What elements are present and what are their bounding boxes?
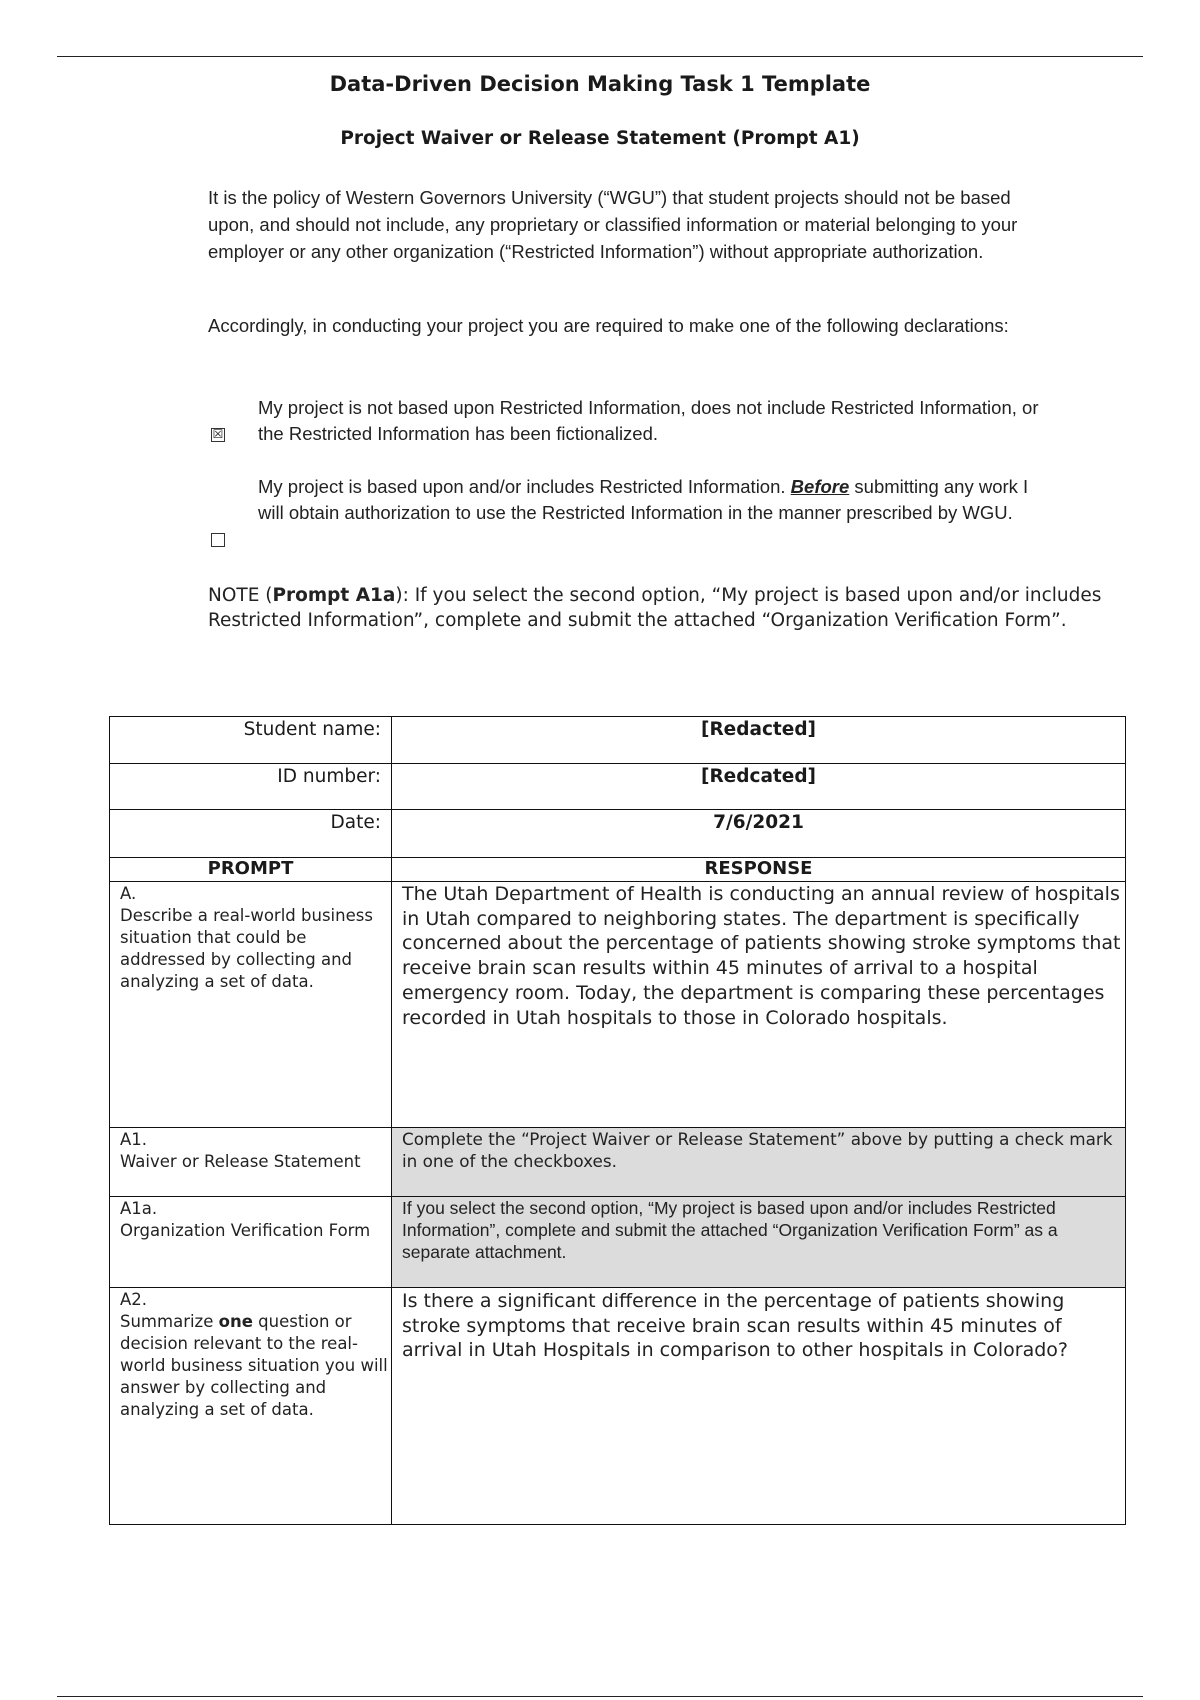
option2-text-before: My project is based upon and/or includes Restricted Information. bbox=[258, 476, 786, 497]
prompt-a1-text: Waiver or Release Statement bbox=[120, 1152, 361, 1171]
header-row bbox=[110, 858, 1126, 882]
id-number-label: ID number: bbox=[110, 764, 392, 810]
date-value: 7/6/2021 bbox=[392, 810, 1126, 858]
prompt-row-a2 bbox=[110, 1288, 1126, 1525]
prompt-row-a1a bbox=[110, 1197, 1126, 1288]
prompt-a2-text-before: Summarize bbox=[120, 1312, 214, 1331]
id-number-row bbox=[110, 764, 1126, 810]
student-name-label: Student name: bbox=[110, 717, 392, 764]
option2-text-after: submitting any work I will obtain authorization to use the Restricted Information in the manner prescribed by WGU. bbox=[258, 476, 1029, 523]
note-paragraph bbox=[208, 584, 1138, 633]
prompt-a-text: Describe a real-world business situation that could be addressed by collecting and analyzing a set of data. bbox=[120, 906, 373, 991]
top-rule bbox=[57, 56, 1143, 57]
prompt-a-cell bbox=[110, 882, 392, 1128]
prompt-a1a-cell bbox=[110, 1197, 392, 1288]
prompt-a2-cell bbox=[110, 1288, 392, 1525]
student-name-value: [Redacted] bbox=[392, 717, 1126, 764]
prompt-a2-text-bold: one bbox=[218, 1312, 253, 1331]
prompt-a2-text-after: question or decision relevant to the real-world business situation you will answer by collecting and analyzing a set of data. bbox=[120, 1312, 388, 1419]
response-a: The Utah Department of Health is conducting an annual review of hospitals in Utah compared to neighboring states. The department is specifically concerned about the percentage of patients showing stroke symptoms that receive brain scan results within 45 minutes of arrival to a hospital emergency room. Today, the department is comparing these percentages recorded in Utah hospitals to those in Colorado hospitals. bbox=[392, 882, 1126, 1128]
prompt-a1a-text: Organization Verification Form bbox=[120, 1221, 371, 1240]
prompt-a1-id: A1. bbox=[120, 1130, 148, 1149]
response-a2: Is there a significant difference in the percentage of patients showing stroke symptoms that receive brain scan results within 45 minutes of arrival in Utah Hospitals in comparison to other hospitals in Colorado? bbox=[392, 1288, 1126, 1525]
prompt-a-id: A. bbox=[120, 884, 137, 903]
date-label: Date: bbox=[110, 810, 392, 858]
document-title: Data-Driven Decision Making Task 1 Template bbox=[329, 72, 871, 96]
prompt-a1-cell bbox=[110, 1128, 392, 1197]
option1-checkbox[interactable]: ☒ bbox=[212, 427, 224, 441]
option2-text bbox=[258, 474, 1058, 525]
option2-checkbox[interactable] bbox=[211, 533, 225, 547]
note-bold: Prompt A1a bbox=[272, 585, 396, 606]
prompt-a1a-id: A1a. bbox=[120, 1199, 158, 1218]
prompt-row-a bbox=[110, 882, 1126, 1128]
prompt-a2-text bbox=[120, 1311, 391, 1421]
option2-emphasis: Before bbox=[790, 476, 850, 497]
document-subtitle: Project Waiver or Release Statement (Prompt A1) bbox=[340, 128, 860, 149]
student-name-row bbox=[110, 717, 1126, 764]
declarations-intro: Accordingly, in conducting your project you are required to make one of the following declarations: bbox=[208, 315, 1009, 336]
prompt-row-a1 bbox=[110, 1128, 1126, 1197]
submission-table bbox=[109, 716, 1126, 1525]
option1-text: My project is not based upon Restricted Information, does not include Restricted Information, or the Restricted Information has been fictionalized. bbox=[258, 397, 1039, 444]
note-suffix: ): If you select the second option, “My project is based upon and/or includes Restricted Information”, complete and submit the attached “Organization Verification Form”. bbox=[208, 585, 1102, 631]
prompt-a2-id: A2. bbox=[120, 1290, 148, 1309]
prompt-header: PROMPT bbox=[110, 858, 392, 882]
id-number-value: [Redcated] bbox=[392, 764, 1126, 810]
policy-paragraph: It is the policy of Western Governors University (“WGU”) that student projects should not be based upon, and should not include, any proprietary or classified information or material belonging to your employer or any other organization (“Restricted Information”) without appropriate authorization. bbox=[208, 187, 1018, 262]
date-row bbox=[110, 810, 1126, 858]
response-a1a: If you select the second option, “My project is based upon and/or includes Restricted Information”, complete and submit the attached “Organization Verification Form” as a separate attachment. bbox=[392, 1197, 1126, 1288]
note-prefix: NOTE ( bbox=[208, 585, 273, 606]
bottom-rule bbox=[57, 1696, 1143, 1697]
response-header: RESPONSE bbox=[392, 858, 1126, 882]
response-a1: Complete the “Project Waiver or Release Statement” above by putting a check mark in one of the checkboxes. bbox=[392, 1128, 1126, 1197]
